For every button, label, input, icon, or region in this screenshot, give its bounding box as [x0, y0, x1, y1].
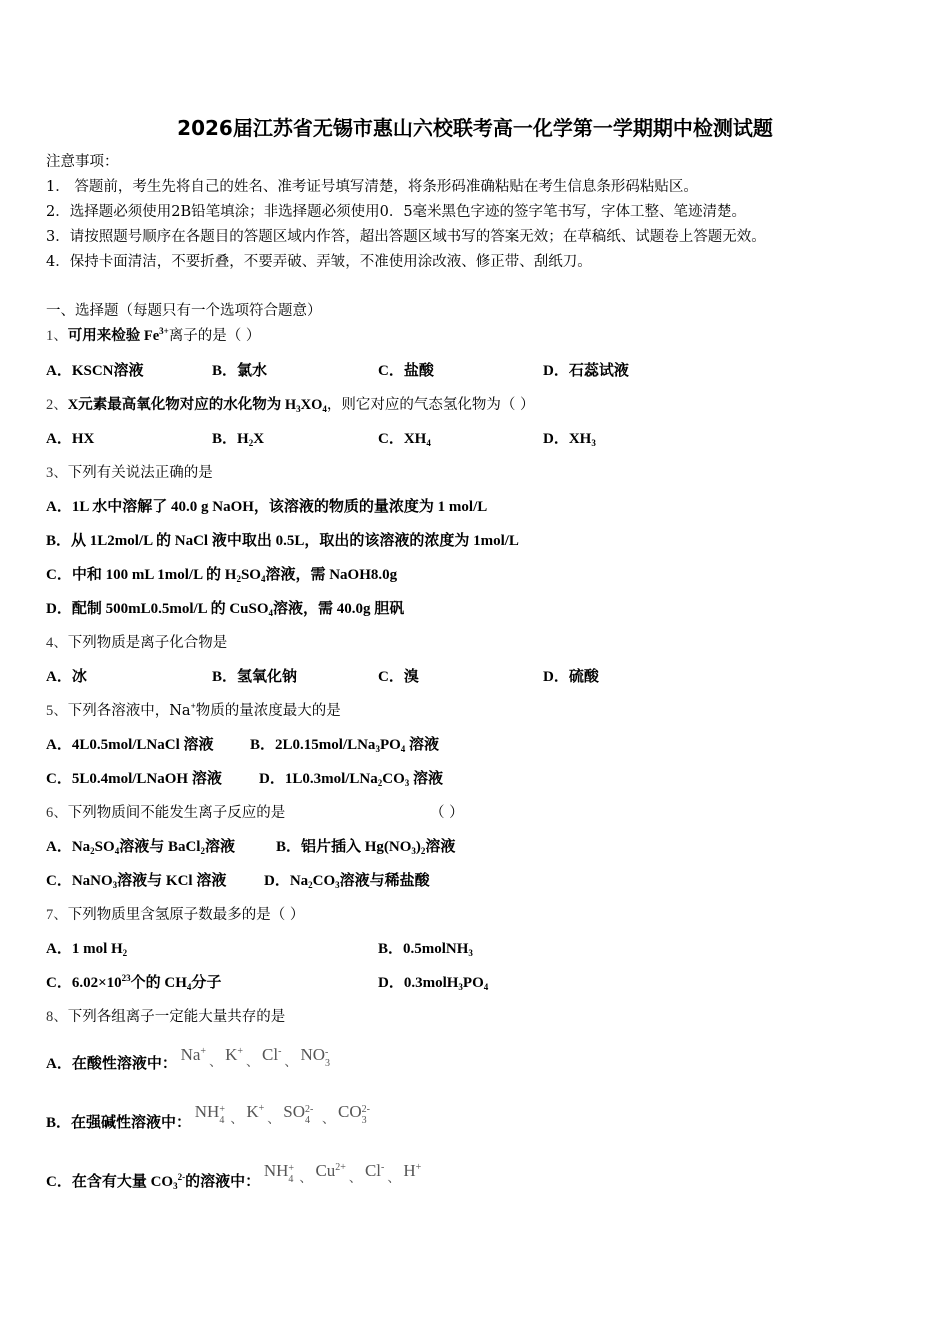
- question-3-option-b[interactable]: B．从 1L2mol/L 的 NaCl 液中取出 0.5L，取出的该溶液的浓度为 1mol/L: [46, 533, 519, 549]
- question-6-option-c[interactable]: C．NaNO$_3$溶液与 KCl 溶液: [46, 873, 227, 890]
- notice-item-1: 1． 答题前，考生先将自己的姓名、准考证号填写清楚，将条形码准确粘贴在考生信息条形码粘贴区。: [46, 179, 698, 195]
- question-7-option-d[interactable]: D．$0.3molH_3PO_4$: [378, 975, 489, 992]
- notice-item-4: 4．保持卡面清洁，不要折叠，不要弄破、弄皱，不准使用涂改液、修正带、刮纸刀。: [46, 254, 592, 270]
- question-6-answer-bracket: （ ）: [430, 805, 464, 821]
- question-number: 1、: [46, 328, 68, 344]
- question-1-stem: 1、可用来检验 $Fe^{3+}$离子的是（ ）: [46, 326, 261, 344]
- question-7-option-a[interactable]: A．1 mol $H_2$: [46, 941, 128, 958]
- question-6-option-d[interactable]: D．$Na_2CO_3$溶液与稀盐酸: [264, 873, 430, 890]
- question-4-option-d[interactable]: D．硫酸: [543, 669, 599, 685]
- question-6-option-a[interactable]: A．$Na_2SO_4$溶液与 BaCl$_2$溶液: [46, 839, 235, 856]
- section-heading: 一、选择题（每题只有一个选项符合题意）: [46, 303, 322, 319]
- notice-item-3: 3．请按照题号顺序在各题目的答题区域内作答，超出答题区域书写的答案无效；在草稿纸、试题卷上答题无效。: [46, 229, 766, 245]
- notice-item-2: 2．选择题必须使用2B铅笔填涂；非选择题必须使用0．5毫米黑色字迹的签字笔书写，字体工整、笔迹清楚。: [46, 204, 747, 220]
- question-2-option-b[interactable]: B．$H_2X$: [212, 431, 265, 448]
- question-8-option-b[interactable]: B．在强碱性溶液中： NH + 4 $_、$ $K^+_、$ SO 2- 4 $_、$ CO 2- 3: [46, 1112, 376, 1140]
- question-8-stem: 8、下列各组离子一定能大量共存的是: [46, 1009, 286, 1025]
- notice-heading: 注意事项：: [46, 154, 119, 170]
- question-2-stem: 2、X元素最高氧化物对应的水化物为 $H_3XO_4$，则它对应的气态氢化物为（ ）: [46, 397, 535, 414]
- question-4-option-a[interactable]: A．冰: [46, 669, 87, 685]
- question-2-option-a[interactable]: A．HX: [46, 431, 95, 447]
- question-3-option-a[interactable]: A．1L 水中溶解了 40.0 g NaOH，该溶液的物质的量浓度为 1 mol/L: [46, 499, 488, 515]
- question-1-option-d[interactable]: D．石蕊试液: [543, 363, 629, 379]
- question-3-option-d[interactable]: D．配制 500mL0.5mol/L 的 CuSO$_4$溶液，需 40.0g 胆矾: [46, 601, 405, 618]
- ion-list: NH + 4 $_、$ $Cu^{2+}_、$ $Cl^-_、$ H+: [263, 1161, 422, 1186]
- question-5-option-a[interactable]: A．4L0.5mol/LNaCl 溶液: [46, 737, 214, 753]
- question-6-option-b[interactable]: B．铝片插入 $Hg(NO_3)_2$溶液: [276, 839, 456, 856]
- question-5-option-c[interactable]: C．5L0.4mol/LNaOH 溶液: [46, 771, 222, 787]
- question-8-option-c[interactable]: C．在含有大量 $CO_3^{2-}$的溶液中： NH + 4 $_、$ $Cu^{2+}_、$ $Cl^-_、$ H+: [46, 1161, 422, 1191]
- question-1-option-a[interactable]: A．KSCN溶液: [46, 363, 144, 379]
- question-2-option-d[interactable]: D．$XH_3$: [543, 431, 596, 448]
- question-2-option-c[interactable]: C．$XH_4$: [378, 431, 431, 448]
- question-3-stem: 3、下列有关说法正确的是: [46, 465, 213, 481]
- page-title: 2026届江苏省无锡市惠山六校联考高一化学第一学期期中检测试题: [177, 116, 773, 140]
- question-1-option-c[interactable]: C．盐酸: [378, 363, 434, 379]
- question-4-stem: 4、下列物质是离子化合物是: [46, 635, 228, 651]
- question-4-option-b[interactable]: B．氢氧化钠: [212, 669, 298, 685]
- question-1-option-b[interactable]: B．氯水: [212, 363, 268, 379]
- question-5-option-d[interactable]: D．$1L0.3mol/LNa_2CO_3$ 溶液: [259, 771, 444, 788]
- question-5-option-b[interactable]: B．$2L0.15mol/LNa_3PO_4$ 溶液: [250, 737, 440, 754]
- question-5-stem: 5、下列各溶液中，Na+物质的量浓度最大的是: [46, 701, 341, 719]
- ion-list: $Na^+_、$ $K^+_、$ $Cl^-_、$ NO - 3: [180, 1045, 330, 1070]
- question-7-stem: 7、下列物质里含氢原子数最多的是（ ）: [46, 907, 305, 923]
- question-7-option-b[interactable]: B．0.5molNH$_3$: [378, 941, 473, 958]
- ion-list: NH + 4 $_、$ $K^+_、$ SO 2- 4 $_、$ CO 2- 3: [194, 1102, 370, 1127]
- question-6-stem: 6、下列物质间不能发生离子反应的是: [46, 805, 286, 821]
- question-3-option-c[interactable]: C．中和 100 mL 1mol/L 的 $H_2SO_4$溶液，需 NaOH8.0g: [46, 567, 398, 584]
- question-4-option-c[interactable]: C．溴: [378, 669, 419, 685]
- question-7-option-c[interactable]: C．$6.02\times 10^{23}$个的 $CH_4$分子: [46, 973, 222, 992]
- question-8-option-a[interactable]: A．在酸性溶液中： $Na^+_、$ $K^+_、$ $Cl^-_、$ NO - 3: [46, 1053, 333, 1081]
